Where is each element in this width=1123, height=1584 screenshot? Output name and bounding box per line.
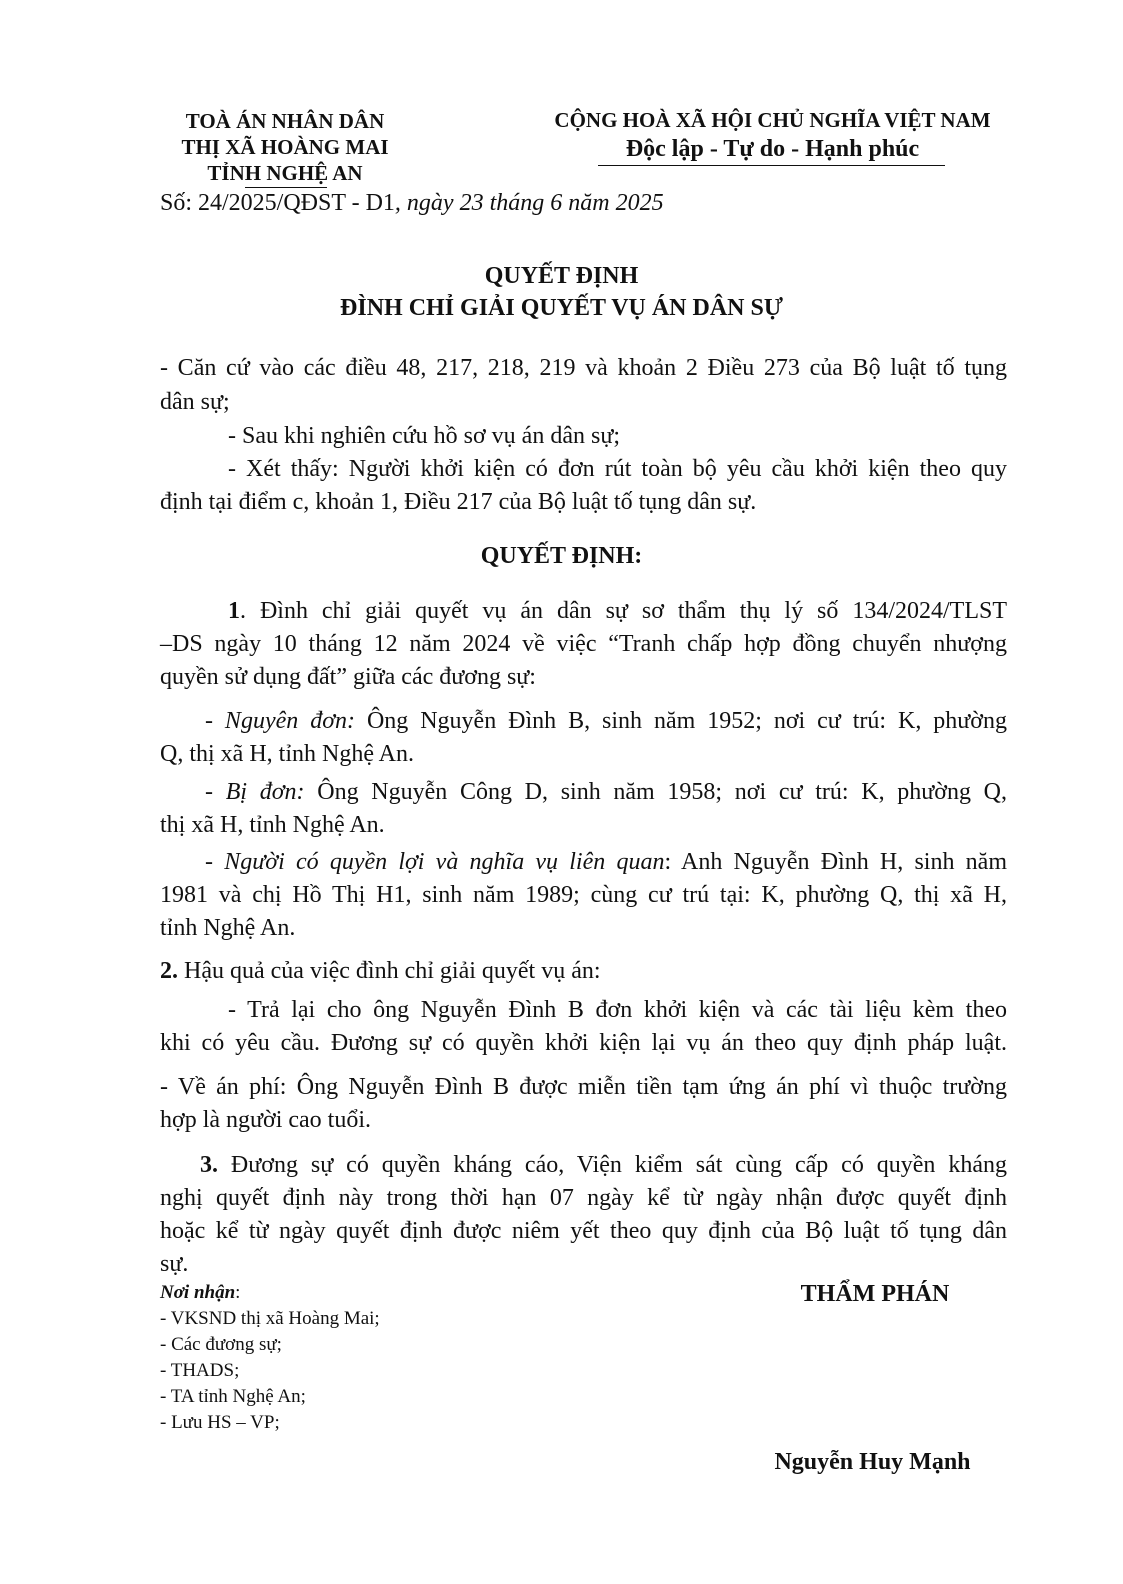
document-title [0, 260, 1123, 324]
defendant-label: - Bị đơn: [205, 779, 305, 805]
nation-motto: Độc lập - Tự do - Hạnh phúc [625, 136, 920, 162]
court-header [160, 108, 410, 186]
recipient-item: - TA tỉnh Nghệ An; [160, 1386, 306, 1407]
court-province: TỈNH NGHỆ AN [207, 161, 363, 185]
court-name: TOÀ ÁN NHÂN DÂN [185, 109, 385, 133]
item-3-text-a: Đương sự có quyền kháng cáo, Viện kiểm sát cùng cấp có quyền kháng [218, 1152, 1007, 1178]
ground-1-line-b: dân sự; [160, 389, 230, 415]
ground-3-line-a: - Xét thấy: Người khởi kiện có đơn rút toàn bộ yêu cầu khởi kiện theo quy [228, 456, 1007, 482]
item-1-text-a: . Đình chỉ giải quyết vụ án dân sự sơ thẩm thụ lý số 134/2024/TLST [240, 598, 1007, 624]
item-2-text: Hậu quả của việc đình chỉ giải quyết vụ án: [178, 958, 601, 984]
recipients-list [160, 1306, 380, 1436]
recipient-item: - Lưu HS – VP; [160, 1412, 280, 1433]
item-3-line-a [200, 1149, 1007, 1181]
item-3-line-c: hoặc kể từ ngày quyết định được niêm yết theo quy định của Bộ luật tố tụng dân [160, 1218, 1007, 1244]
nation-name: CỘNG HOÀ XÃ HỘI CHỦ NGHĨA VIỆT NAM [554, 108, 991, 132]
court-district: THỊ XÃ HOÀNG MAI [181, 135, 389, 159]
item-2-p2-line-a: - Về án phí: Ông Nguyễn Đình B được miễn tiền tạm ứng án phí vì thuộc trường [160, 1074, 1007, 1100]
item-1-line-a [228, 595, 1007, 627]
nation-header [515, 106, 1030, 164]
item-2-p1-line-a: - Trả lại cho ông Nguyễn Đình B đơn khởi kiện và các tài liệu kèm theo [228, 997, 1007, 1023]
item-2-number: 2. [160, 958, 178, 984]
recipient-item: - THADS; [160, 1360, 240, 1381]
defendant-line-b: thị xã H, tỉnh Nghệ An. [160, 812, 385, 838]
ground-2: - Sau khi nghiên cứu hồ sơ vụ án dân sự; [228, 423, 620, 449]
signer-title: THẨM PHÁN [800, 1281, 950, 1307]
item-2-p2-line-b: hợp là người cao tuổi. [160, 1107, 372, 1133]
item-1-number: 1 [228, 598, 240, 624]
item-2-heading [160, 955, 601, 987]
plaintiff-label: - Nguyên đơn: [205, 708, 355, 734]
related-line-c: tỉnh Nghệ An. [160, 915, 296, 941]
related-label: - Người có quyền lợi và nghĩa vụ liên quan [205, 849, 665, 875]
ground-1-line-a: - Căn cứ vào các điều 48, 217, 218, 219 và khoản 2 Điều 273 của Bộ luật tố tụng [160, 355, 1007, 381]
doc-date: , ngày 23 tháng 6 năm 2025 [394, 190, 664, 216]
item-1-line-b: –DS ngày 10 tháng 12 năm 2024 về việc “Tranh chấp hợp đồng chuyển nhượng [160, 631, 1007, 657]
related-text-a: : Anh Nguyễn Đình H, sinh năm [664, 849, 1007, 875]
defendant-line-a [205, 776, 1007, 808]
recipients-heading [160, 1280, 240, 1305]
related-line-a [205, 846, 1007, 878]
title-line1: QUYẾT ĐỊNH [484, 263, 639, 289]
signer-name: Nguyễn Huy Mạnh [774, 1449, 971, 1475]
plaintiff-line-b: Q, thị xã H, tỉnh Nghệ An. [160, 741, 414, 767]
item-3-line-d: sự. [160, 1251, 189, 1277]
decision-heading: QUYẾT ĐỊNH: [480, 543, 643, 569]
item-1-line-c: quyền sử dụng đất” giữa các đương sự: [160, 664, 536, 690]
recipients-colon: : [235, 1282, 241, 1303]
doc-number-line [160, 187, 664, 219]
plaintiff-text-a: Ông Nguyễn Đình B, sinh năm 1952; nơi cư trú: K, phường [355, 708, 1008, 734]
item-3-number: 3. [200, 1152, 218, 1178]
item-2-p1-line-b: khi có yêu cầu. Đương sự có quyền khởi kiện lại vụ án theo quy định pháp luật. [160, 1030, 1007, 1056]
related-line-b: 1981 và chị Hồ Thị H1, sinh năm 1989; cùng cư trú tại: K, phường Q, thị xã H, [160, 882, 1007, 908]
defendant-text-a: Ông Nguyễn Công D, sinh năm 1958; nơi cư trú: K, phường Q, [304, 779, 1007, 805]
motto-rule [598, 165, 945, 166]
recipient-item: - Các đương sự; [160, 1334, 282, 1355]
title-line2: ĐÌNH CHỈ GIẢI QUYẾT VỤ ÁN DÂN SỰ [340, 295, 783, 321]
doc-number: Số: 24/2025/QĐST - D1 [160, 190, 395, 216]
ground-3-line-b: định tại điểm c, khoản 1, Điều 217 của Bộ luật tố tụng dân sự. [160, 489, 757, 515]
item-3-line-b: nghị quyết định này trong thời hạn 07 ngày kể từ ngày nhận được quyết định [160, 1185, 1007, 1211]
recipient-item: - VKSND thị xã Hoàng Mai; [160, 1308, 380, 1329]
recipients-label: Nơi nhận [160, 1282, 236, 1303]
plaintiff-line-a [205, 705, 1007, 737]
